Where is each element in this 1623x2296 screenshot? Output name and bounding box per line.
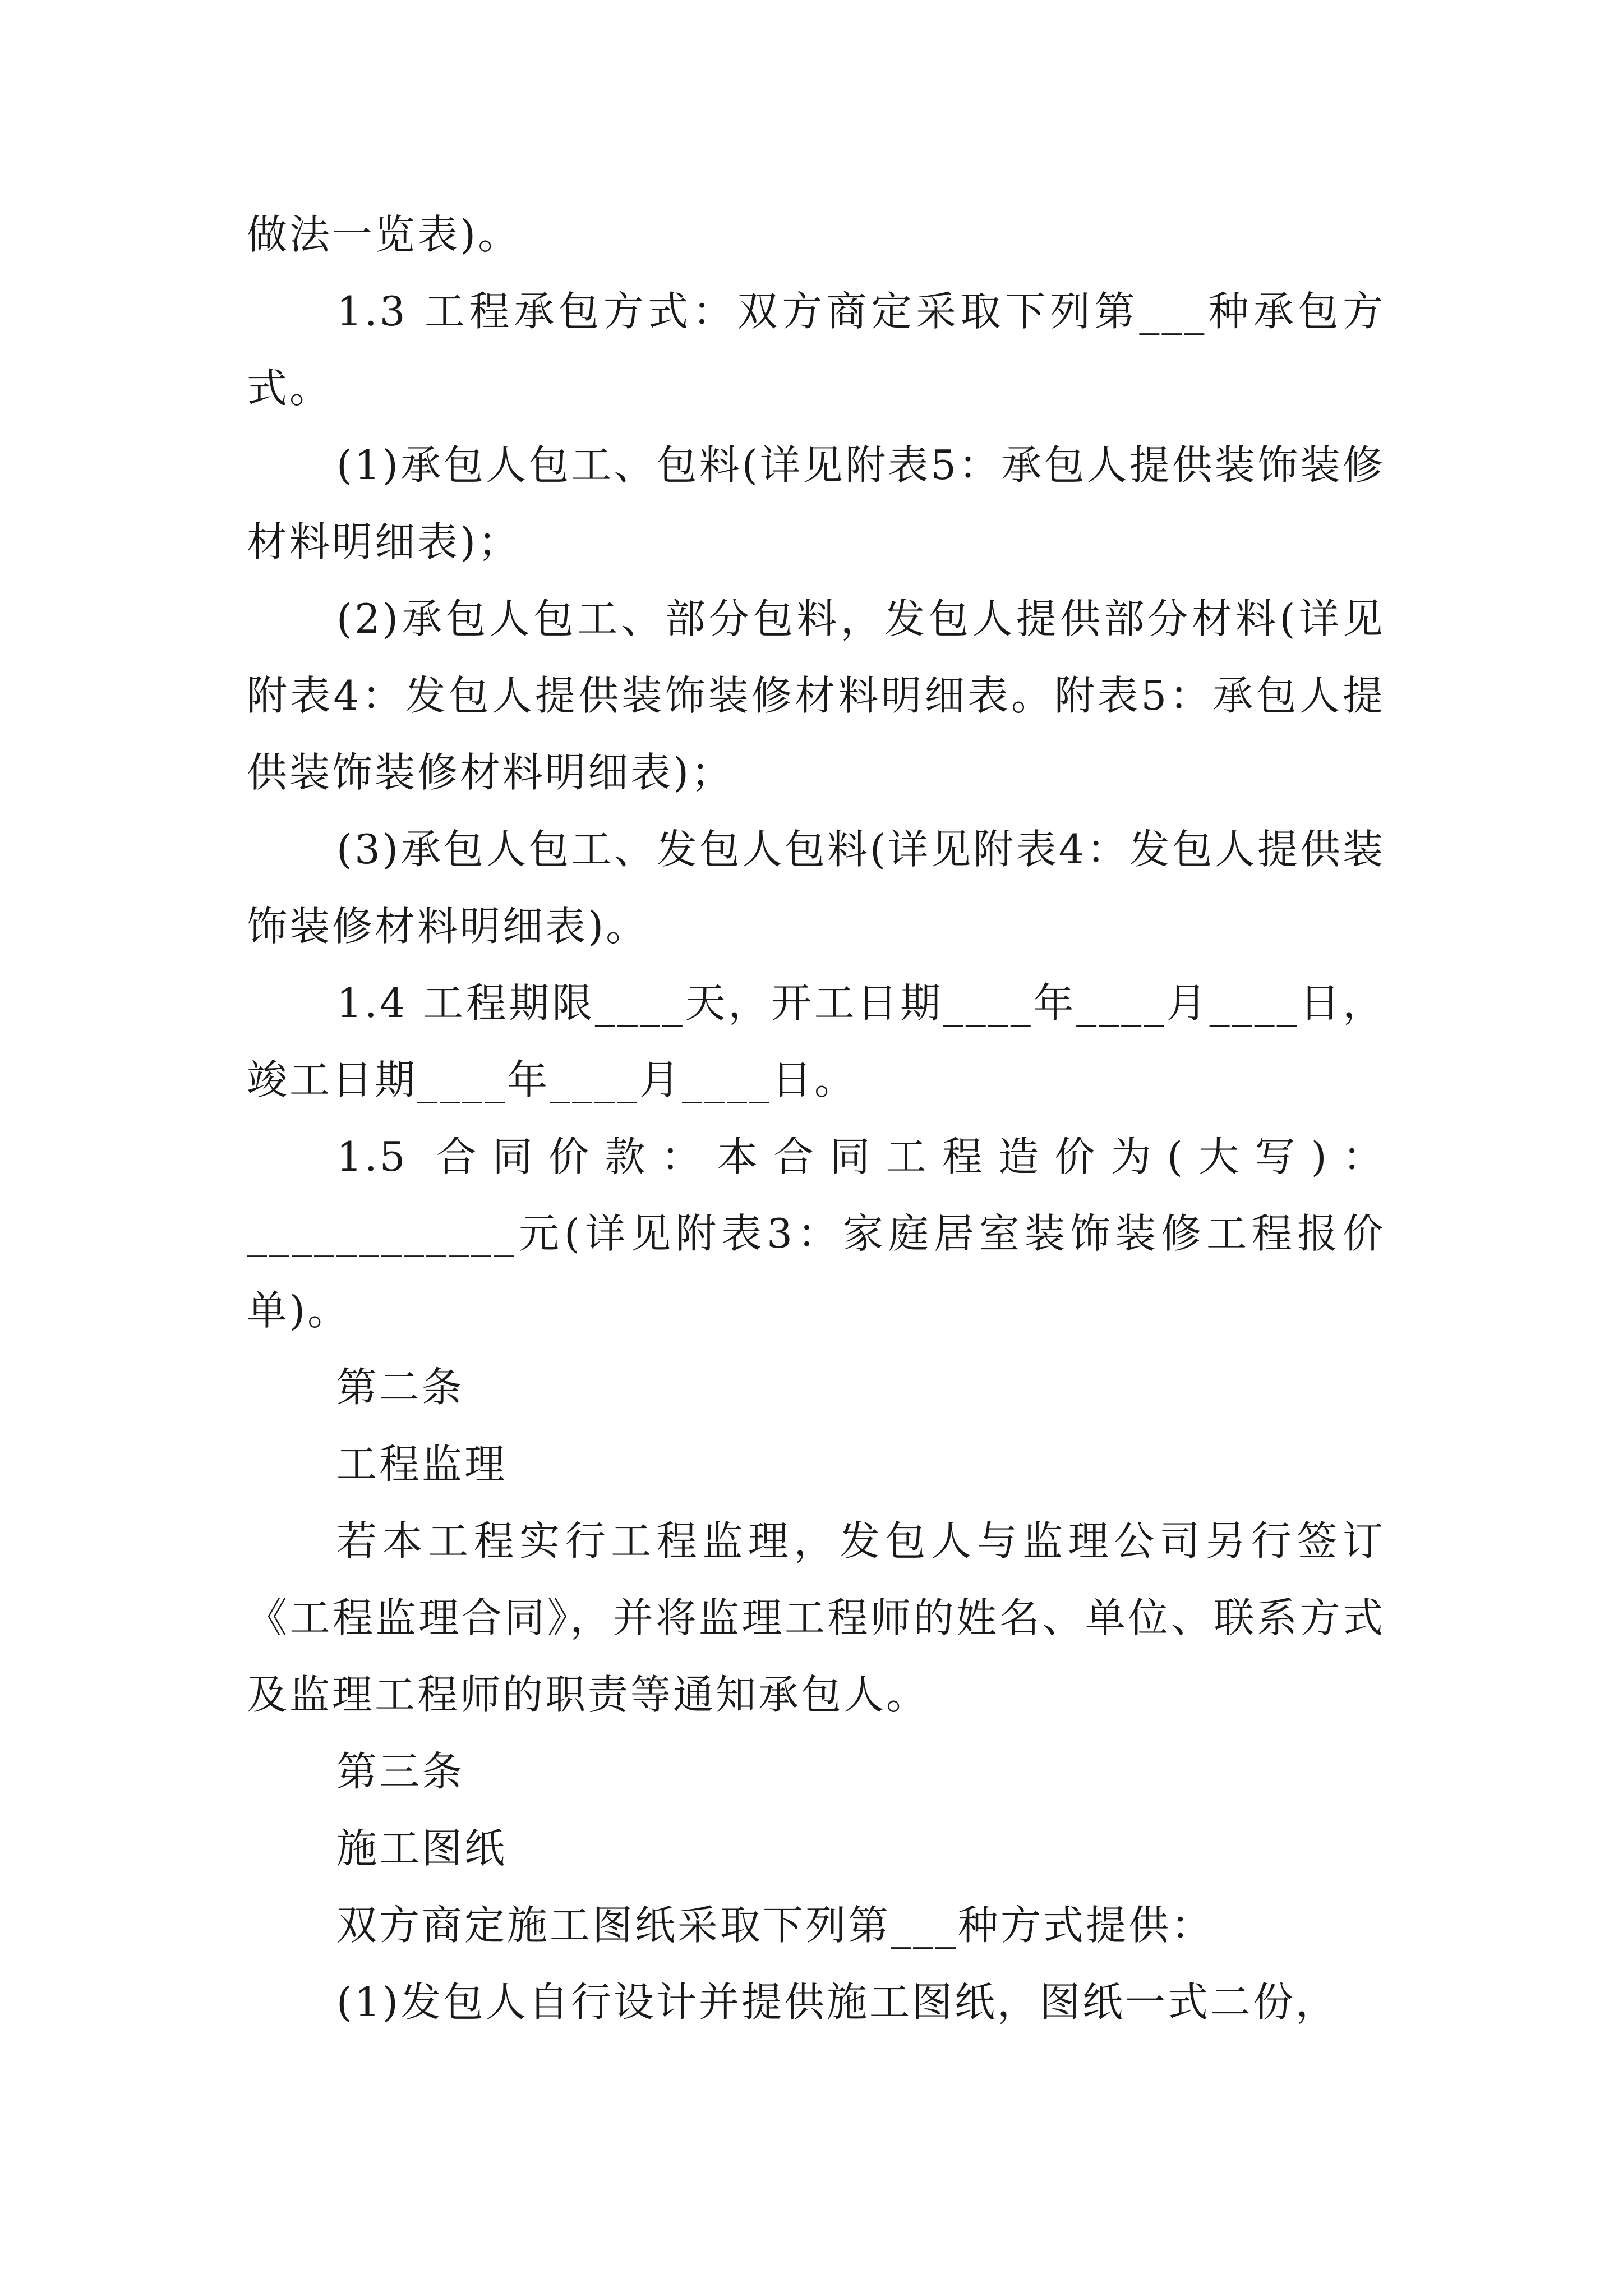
paragraph: 1.3 工程承包方式：双方商定采取下列第___种承包方式。 [247, 288, 1385, 412]
paragraph: 1.4 工程期限____天，开工日期____年____月____日，竣工日期____年____月____日。 [247, 979, 1385, 1103]
paragraph: 1.5 合同价款：本合同工程造价为(大写)：____________元(详见附表3：家庭居室装饰装修工程报价单)。 [247, 1133, 1385, 1334]
paragraph: (1)承包人包工、包料(详见附表5：承包人提供装饰装修材料明细表)； [247, 441, 1385, 565]
paragraph: 若本工程实行工程监理，发包人与监理公司另行签订《工程监理合同》，并将监理工程师的姓名、单位、联系方式及监理工程师的职责等通知承包人。 [247, 1517, 1385, 1718]
section-number: 第三条 [336, 1748, 465, 1795]
section-number: 第二条 [336, 1364, 465, 1411]
paragraph: (3)承包人包工、发包人包料(详见附表4：发包人提供装饰装修材料明细表)。 [247, 826, 1385, 950]
document-body [247, 196, 1385, 2041]
paragraph: 双方商定施工图纸采取下列第___种方式提供： [336, 1902, 1214, 1949]
section-title: 施工图纸 [336, 1825, 508, 1872]
paragraph: (2)承包人包工、部分包料，发包人提供部分材料(详见附表4：发包人提供装饰装修材料明细表。附表5：承包人提供装饰装修材料明细表)； [247, 595, 1385, 796]
section-title: 工程监理 [336, 1441, 508, 1488]
paragraph: 做法一览表)。 [247, 211, 521, 258]
paragraph: (1)发包人自行设计并提供施工图纸，图纸一式二份， [336, 1978, 1338, 2026]
